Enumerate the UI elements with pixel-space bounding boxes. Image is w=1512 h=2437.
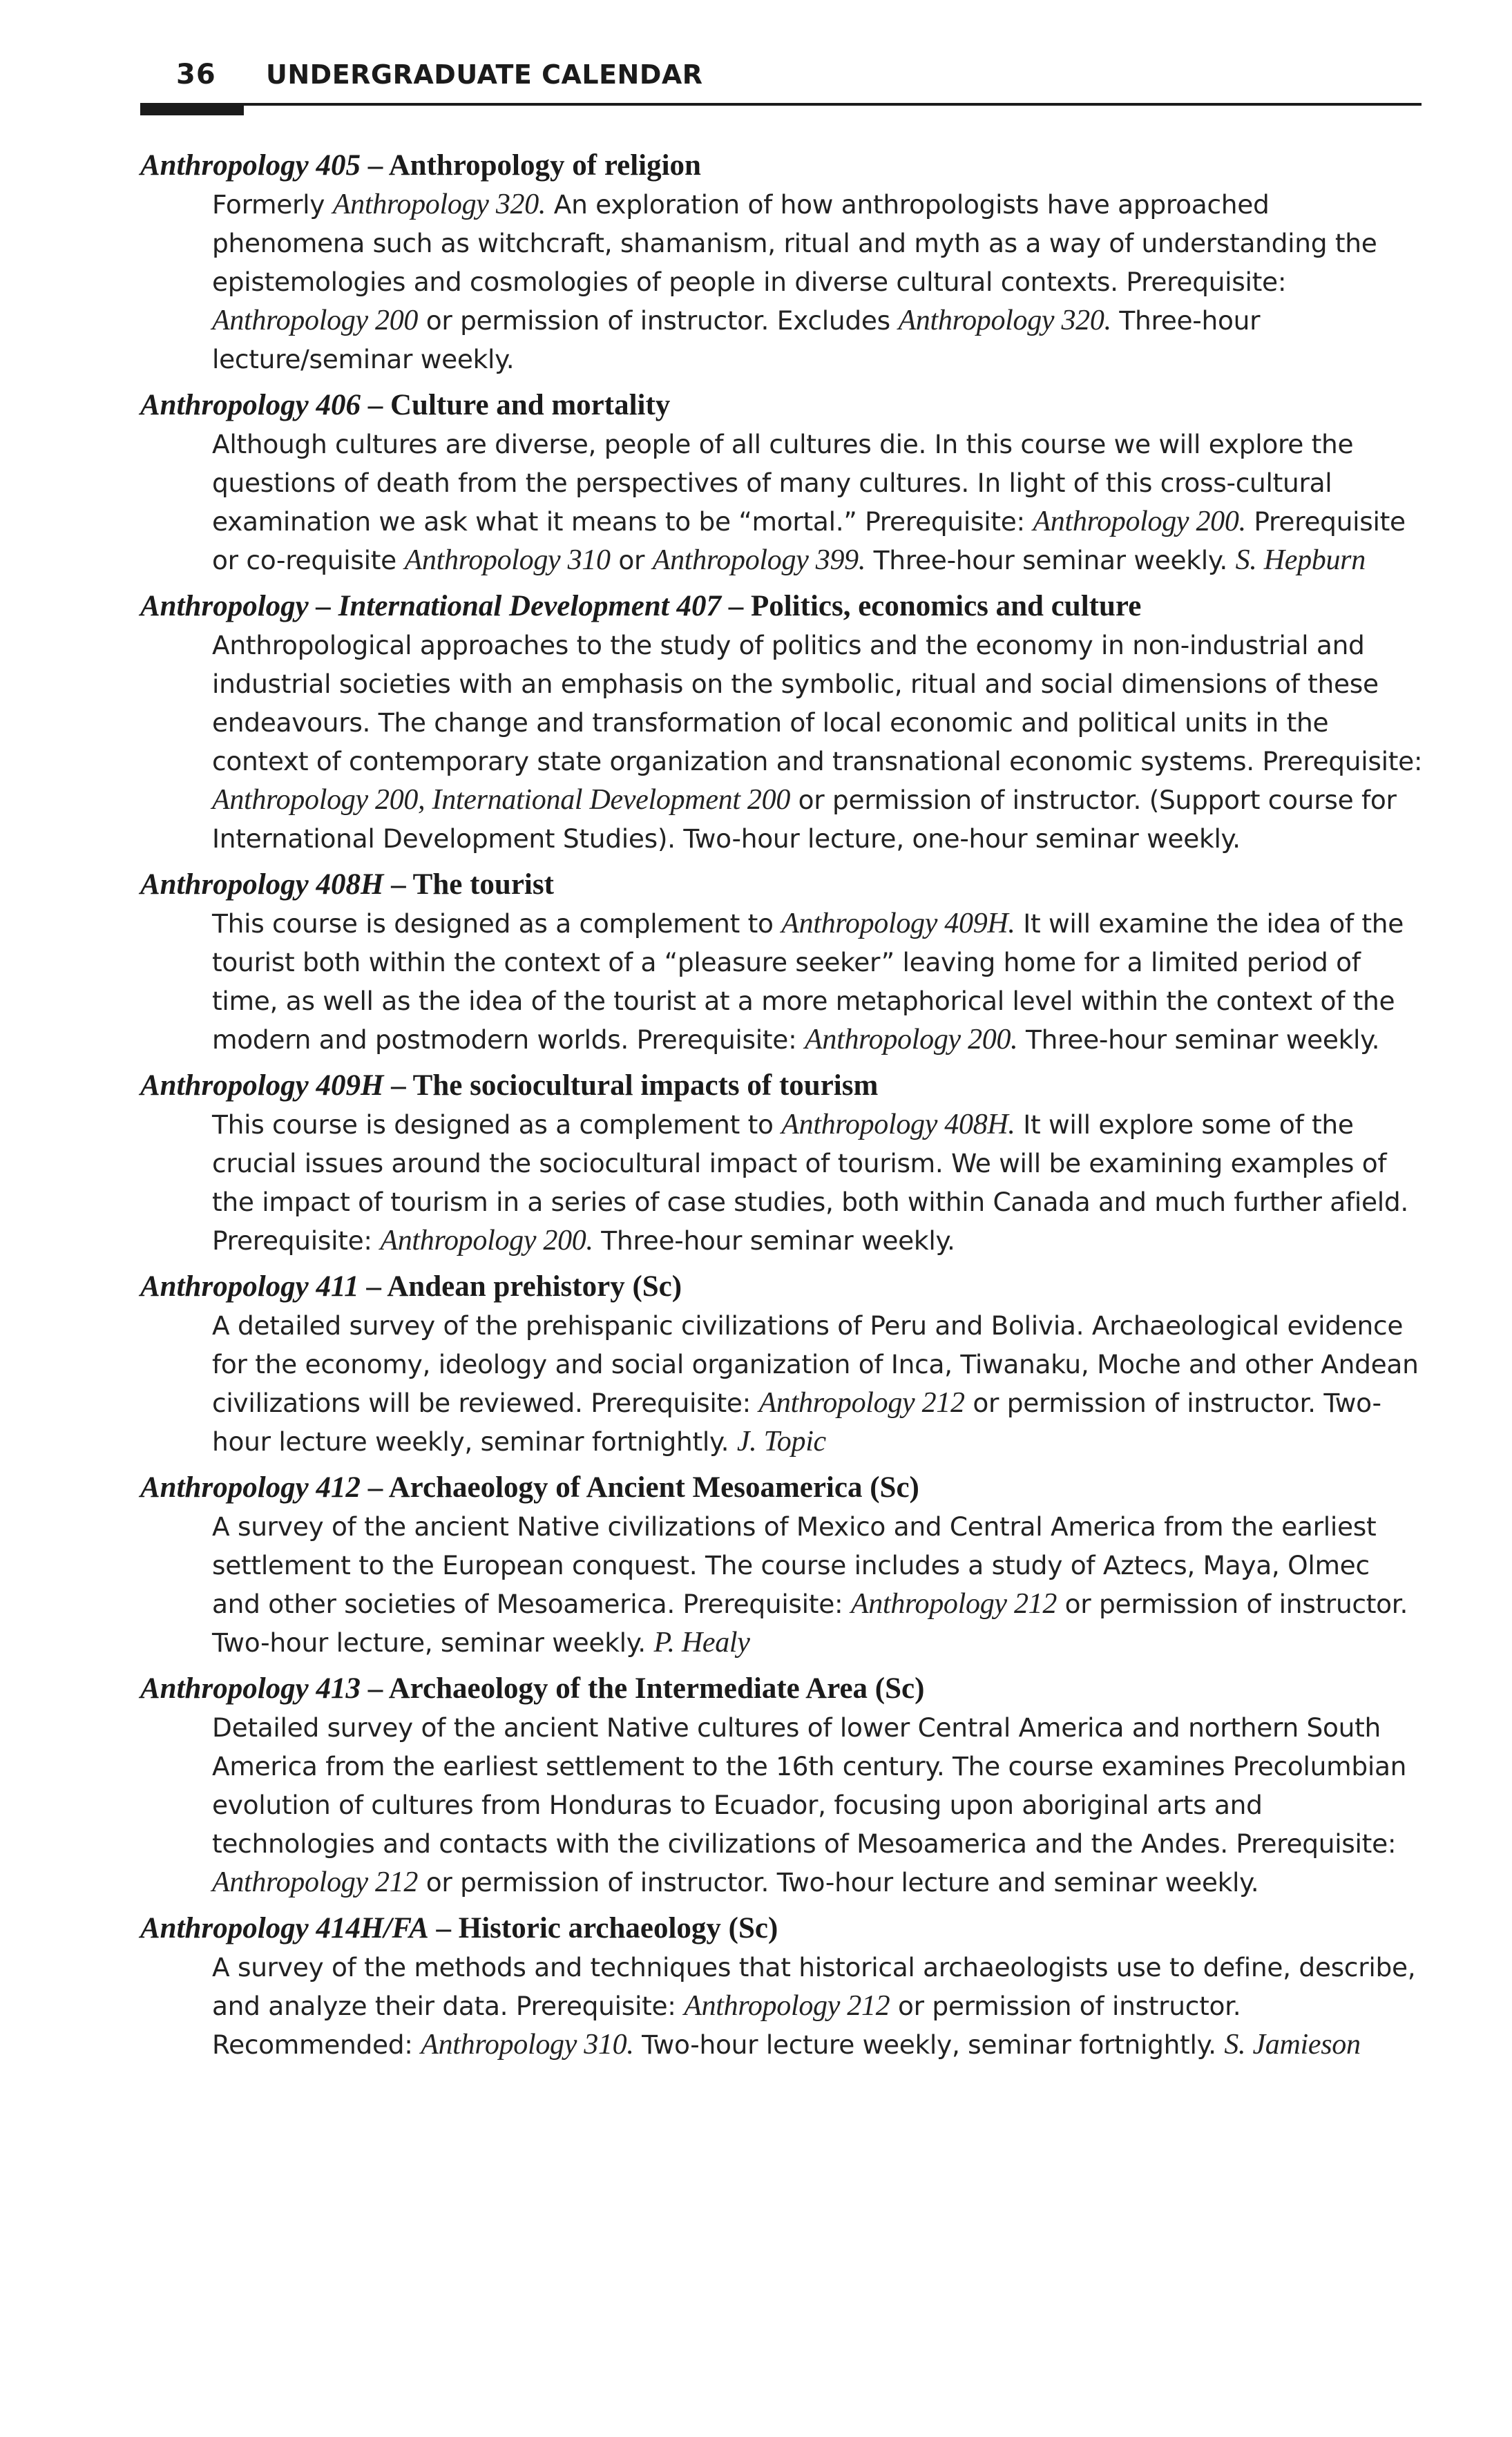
description-text: Prerequisite or co-requisite: [212, 506, 1406, 575]
italic-reference: Anthropology 200.: [805, 1024, 1018, 1055]
course-code: Anthropology 409H: [140, 1069, 384, 1102]
italic-reference: Anthropology 200.: [1033, 506, 1246, 537]
course-heading: [140, 1909, 1425, 1948]
heading-separator: –: [360, 389, 390, 421]
description-text: or permission of instructor. Recommended:: [212, 1991, 1241, 2060]
course-description: [140, 1708, 1425, 1902]
italic-reference: Anthropology 212: [212, 1866, 419, 1898]
italic-reference: Anthropology 200: [212, 305, 419, 336]
course-title: The tourist: [412, 868, 554, 901]
italic-reference: Anthropology 212: [684, 1990, 890, 2022]
heading-separator: –: [360, 149, 389, 182]
description-text: It will examine the idea of the tourist both within the context of a “pleasure seeker” leaving home for a limited period of time, as well as the idea of the tourist at a more metaphorical level within the context of the modern and postmodern worlds. Prerequisite:: [212, 908, 1404, 1055]
page-number: 36: [176, 59, 216, 90]
description-text: Two-hour lecture weekly, seminar fortnightly.: [633, 2029, 1225, 2060]
course-description: [140, 904, 1425, 1059]
course-entry: [140, 866, 1425, 1059]
description-text: A survey of the ancient Native civilizations of Mexico and Central America from the earliest settlement to the European conquest. The course includes a study of Aztecs, Maya, Olmec and other societies of Mesoamerica. Prerequisite:: [212, 1511, 1377, 1619]
italic-reference: P. Healy: [653, 1627, 750, 1659]
heading-separator: –: [383, 868, 413, 901]
description-text: Three-hour seminar weekly.: [1017, 1024, 1380, 1055]
course-title: Culture and mortality: [390, 389, 671, 421]
course-heading: [140, 146, 1425, 185]
course-entry: [140, 1067, 1425, 1260]
description-text: A detailed survey of the prehispanic civilizations of Peru and Bolivia. Archaeological evidence for the economy, ideology and social organization of Inca, Tiwanaku, Moche and other Andean civilizations will be reviewed. Prerequisite:: [212, 1310, 1419, 1418]
course-title: The sociocultural impacts of tourism: [412, 1069, 879, 1102]
description-text: Although cultures are diverse, people of all cultures die. In this course we will explore the questions of death from the perspectives of many cultures. In light of this cross-cultural examination we ask what it means to be “mortal.” Prerequisite:: [212, 429, 1354, 537]
description-text: Formerly: [212, 189, 333, 220]
description-text: or permission of instructor. Two-hour lecture and seminar weekly.: [418, 1867, 1259, 1898]
course-entry: [140, 1268, 1425, 1461]
course-title: Archaeology of the Intermediate Area (Sc): [388, 1672, 925, 1705]
italic-reference: Anthropology 310: [404, 544, 611, 576]
course-description: [140, 1948, 1425, 2064]
italic-reference: Anthropology 409H.: [781, 908, 1015, 939]
course-entry: [140, 146, 1425, 379]
running-title: UNDERGRADUATE CALENDAR: [266, 59, 703, 90]
italic-reference: S. Hepburn: [1235, 544, 1366, 576]
course-code: Anthropology – International Development 407: [140, 590, 721, 622]
course-entry: [140, 587, 1425, 858]
heading-separator: –: [360, 1471, 389, 1504]
italic-reference: Anthropology 320.: [898, 305, 1111, 336]
course-title: Politics, economics and culture: [750, 590, 1142, 622]
course-code: Anthropology 414H/FA: [140, 1912, 429, 1944]
course-title: Historic archaeology (Sc): [458, 1912, 778, 1944]
description-text: Three-hour lecture/seminar weekly.: [212, 305, 1261, 374]
italic-reference: Anthropology 212: [758, 1387, 965, 1419]
heading-separator: –: [360, 1672, 389, 1705]
course-heading: [140, 1469, 1425, 1507]
course-title: Archaeology of Ancient Mesoamerica (Sc): [388, 1471, 919, 1504]
description-text: Three-hour seminar weekly.: [865, 545, 1236, 575]
description-text: This course is designed as a complement to: [212, 1109, 782, 1140]
course-description: [140, 1306, 1425, 1461]
description-text: or: [610, 545, 653, 575]
italic-reference: Anthropology 399.: [652, 544, 866, 576]
heading-separator: –: [428, 1912, 459, 1944]
italic-reference: Anthropology 408H.: [781, 1109, 1015, 1140]
course-description: [140, 1507, 1425, 1662]
description-text: Three-hour seminar weekly.: [593, 1225, 955, 1256]
course-entry: [140, 1670, 1425, 1902]
course-heading: [140, 1268, 1425, 1306]
course-description: [140, 425, 1425, 580]
course-heading: [140, 386, 1425, 425]
course-code: Anthropology 406: [140, 389, 361, 421]
course-heading: [140, 587, 1425, 626]
italic-reference: J. Topic: [736, 1426, 826, 1458]
description-text: Detailed survey of the ancient Native cultures of lower Central America and northern South America from the earliest settlement to the 16th century. The course examines Precolumbian evolution of cultures from Honduras to Ecuador, focusing upon aboriginal arts and technologies and contacts with the civilizations of Mesoamerica and the Andes. Prerequisite:: [212, 1712, 1407, 1859]
italic-reference: S. Jamieson: [1224, 2029, 1361, 2061]
course-code: Anthropology 405: [140, 149, 361, 182]
italic-reference: Anthropology 320.: [332, 189, 546, 220]
heading-separator: –: [720, 590, 751, 622]
description-text: or permission of instructor. (Support course for International Development Studies). Two-hour lecture, one-hour seminar weekly.: [212, 785, 1397, 854]
course-description: [140, 1105, 1425, 1260]
course-entry: [140, 386, 1425, 580]
course-heading: [140, 866, 1425, 904]
course-code: Anthropology 412: [140, 1471, 361, 1504]
italic-reference: Anthropology 200.: [380, 1225, 593, 1256]
course-code: Anthropology 411: [140, 1270, 359, 1303]
italic-reference: Anthropology 310.: [421, 2029, 634, 2061]
heading-separator: –: [383, 1069, 413, 1102]
course-entry: [140, 1469, 1425, 1662]
course-heading: [140, 1067, 1425, 1105]
course-description: [140, 185, 1425, 379]
italic-reference: Anthropology 200, International Development 200: [212, 784, 791, 816]
course-title: Anthropology of religion: [388, 149, 701, 182]
description-text: It will explore some of the crucial issues around the sociocultural impact of tourism. We will be examining examples of the impact of tourism in a series of case studies, both within Canada and much further afield. Prerequisite:: [212, 1109, 1408, 1256]
description-text: This course is designed as a complement to: [212, 908, 782, 939]
header-rule: [140, 103, 1422, 106]
italic-reference: Anthropology 212: [850, 1588, 1058, 1620]
course-code: Anthropology 408H: [140, 868, 384, 901]
page-header: [176, 54, 1419, 95]
description-text: A survey of the methods and techniques that historical archaeologists use to define, describe, and analyze their data. Prerequisite:: [212, 1952, 1416, 2021]
description-text: or permission of instructor. Excludes: [418, 305, 899, 336]
course-entry: [140, 1909, 1425, 2064]
description-text: or permission of instructor. Two-hour lecture, seminar weekly.: [212, 1589, 1408, 1658]
course-title: Andean prehistory (Sc): [387, 1270, 682, 1303]
header-rule-accent: [140, 105, 244, 115]
course-description: [140, 626, 1425, 858]
description-text: or permission of instructor. Two-hour lecture weekly, seminar fortnightly.: [212, 1388, 1381, 1457]
description-text: An exploration of how anthropologists have approached phenomena such as witchcraft, shamanism, ritual and myth as a way of understanding the epistemologies and cosmologies of people in diverse cultural contexts. Prerequisite:: [212, 189, 1377, 297]
course-list: [140, 146, 1425, 2072]
heading-separator: –: [358, 1270, 387, 1303]
description-text: Anthropological approaches to the study of politics and the economy in non-industrial and industrial societies with an emphasis on the symbolic, ritual and social dimensions of these endeavours. The change and transformation of local economic and political units in the context of contemporary state organization and transnational economic systems. Prerequisite:: [212, 630, 1423, 776]
course-heading: [140, 1670, 1425, 1708]
course-code: Anthropology 413: [140, 1672, 361, 1705]
